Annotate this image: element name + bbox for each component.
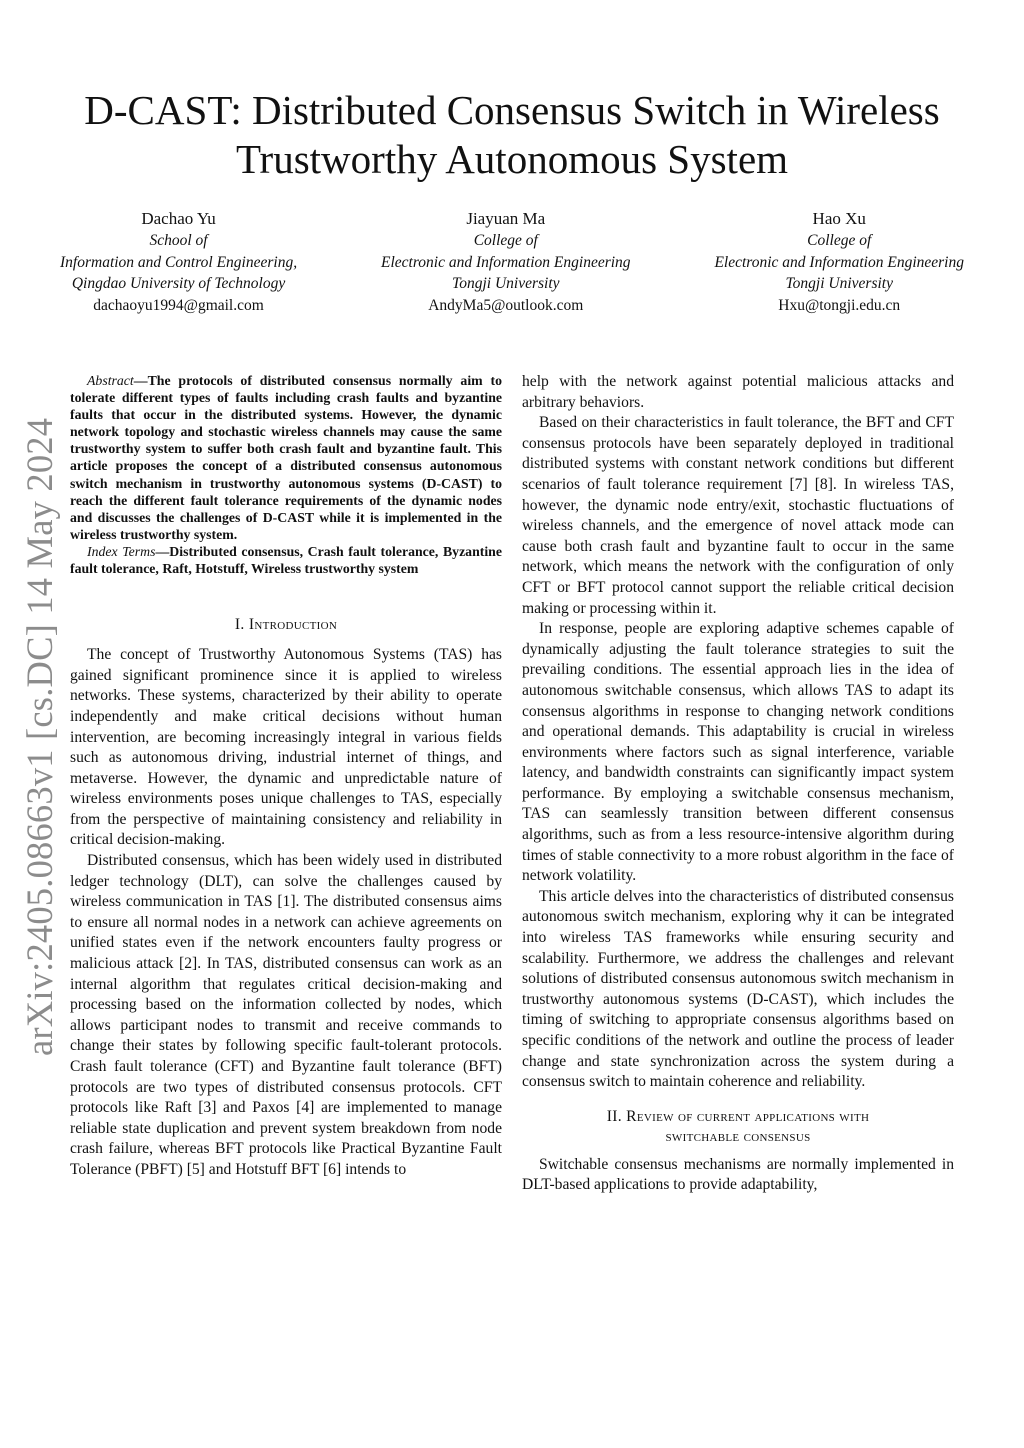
author-block	[60, 207, 964, 316]
left-column	[70, 372, 502, 1181]
paragraph: In response, people are exploring adaptive schemes capable of dynamically adjusting the fault tolerance strategies to suit the prevailing conditions. The essential approach lies in the idea of autonomous switchable consensus, which allows TAS to adapt its consensus algorithms in response to changing network conditions and operational demands. This adaptability is crucial in wireless environments where factors such as signal interference, variable latency, and bandwidth constraints can significantly impact system performance. By employing a switchable consensus mechanism, TAS can seamlessly transition between different consensus algorithms, such as from a less resource-intensive algorithm during times of stable connectivity to a more robust algorithm in the face of network volatility.	[522, 620, 954, 885]
section-title-line2: switchable consensus	[665, 1127, 811, 1145]
author-3	[714, 207, 964, 316]
section-title-line1: Review of current applications with	[626, 1107, 870, 1125]
index-terms	[70, 543, 502, 577]
author-name: Dachao Yu	[141, 209, 216, 228]
paragraph-continuation: help with the network against potential malicious attacks and arbitrary behaviors.	[522, 373, 954, 411]
index-terms-label: Index Terms	[87, 543, 156, 559]
author-name: Hao Xu	[812, 209, 866, 228]
abstract-label: Abstract	[87, 373, 134, 388]
author-email: Hxu@tongji.edu.cn	[778, 296, 901, 314]
paragraph: Based on their characteristics in fault tolerance, the BFT and CFT consensus protocols have been separately deployed in traditional distributed systems with constant network conditions but different scenarios of fault tolerance requirement [7] [8]. In wireless TAS, however, the dynamic node entry/exit, stochastic fluctuations of wireless channels, and the emergence of novel attack mode can cause both crash fault and byzantine fault to occur in the same network, which means the network with the configuration of only CFT or BFT protocol cannot support the reliable critical decision making or processing within it.	[522, 414, 954, 617]
index-terms-text: —Distributed consensus, Crash fault tolerance, Byzantine fault tolerance, Raft, Hotstuff, Wireless trustworthy system	[70, 543, 502, 577]
section-number: I.	[234, 616, 245, 634]
author-affiliation: College of	[807, 232, 872, 249]
section-title: Introduction	[248, 616, 338, 634]
author-affiliation: Electronic and Information Engineering	[714, 253, 964, 271]
paper-title: D-CAST: Distributed Consensus Switch in Wireless Trustworthy Autonomous System	[84, 87, 940, 182]
author-affiliation: School of	[149, 232, 208, 249]
author-affiliation: Information and Control Engineering,	[60, 253, 298, 271]
author-1	[60, 207, 297, 316]
section-number: II.	[606, 1107, 622, 1125]
abstract	[70, 372, 502, 543]
section-heading-review	[522, 1107, 954, 1147]
arxiv-watermark: arXiv:2405.08663v1 [cs.DC] 14 May 2024	[19, 417, 60, 1056]
paragraph: Distributed consensus, which has been widely used in distributed ledger technology (DLT), can solve the challenges caused by wireless communication in TAS [1]. The distributed consensus aims to ensure all normal nodes in a network can achieve agreements on unified states even if the network encounters faulty progress or malicious attack [2]. In TAS, distributed consensus can work as an internal algorithm that regulates critical decision-making and processing based on the information collected by nodes, which allows participant nodes to transmit and receive commands to change their states by following specific fault-tolerant protocols. Crash fault tolerance (CFT) and Byzantine fault tolerance (BFT) protocols are two types of distributed consensus protocols. CFT protocols like Raft [3] and Paxos [4] are implemented to manage reliable state duplication and prevent system breakdown from node crash failure, whereas BFT protocols like Practical Byzantine Fault Tolerance (PBFT) [5] and Hotstuff BFT [6] intends to	[70, 852, 502, 1178]
right-column	[522, 372, 954, 1196]
author-2	[381, 207, 631, 316]
author-email: dachaoyu1994@gmail.com	[93, 296, 264, 314]
paragraph: Switchable consensus mechanisms are normally implemented in DLT-based applications to provide adaptability,	[522, 1155, 954, 1194]
author-affiliation: Electronic and Information Engineering	[381, 253, 631, 271]
author-email: AndyMa5@outlook.com	[428, 296, 584, 314]
paragraph: This article delves into the characteristics of distributed consensus autonomous switch mechanism, exploring why it can be integrated into wireless TAS frameworks while ensuring security and scalability. Furthermore, we address the challenges and relevant solutions of distributed consensus autonomous switch mechanism in trustworthy autonomous systems (D-CAST), which includes the timing of switching to appropriate consensus algorithms based on specific conditions of the network and outline the process of leader change and state synchronization across the system during a consensus switch to maintain coherence and reliability.	[522, 887, 954, 1091]
paragraph: The concept of Trustworthy Autonomous Systems (TAS) has gained significant prominence since it is applied to wireless networks. These systems, characterized by their ability to operate independently and make critical decisions without human intervention, are becoming increasingly integral in various fields such as autonomous driving, industrial internet of things, and metaverse. However, the dynamic and unpredictable nature of wireless environments poses unique challenges to TAS, especially from the perspective of maintaining consistency and reliability in critical decision-making.	[70, 646, 502, 849]
author-affiliation: Qingdao University of Technology	[71, 275, 286, 292]
author-affiliation: Tongji University	[452, 275, 560, 292]
author-affiliation: Tongji University	[785, 275, 893, 292]
abstract-text: —The protocols of distributed consensus normally aim to tolerate different types of faults including crash faults and byzantine faults that occur in the distributed systems. However, the dynamic network topology and stochastic wireless channels may cause the same trustworthy system to suffer both crash fault and byzantine fault. This article proposes the concept of a distributed consensus autonomous switch mechanism in trustworthy autonomous systems (D-CAST) to reach the different fault tolerance requirements of the dynamic nodes and discusses the challenges of D-CAST while it is implemented in the wireless trustworthy system.	[70, 373, 502, 542]
section-heading-introduction	[70, 615, 502, 635]
author-name: Jiayuan Ma	[466, 209, 546, 228]
author-affiliation: College of	[473, 232, 538, 249]
